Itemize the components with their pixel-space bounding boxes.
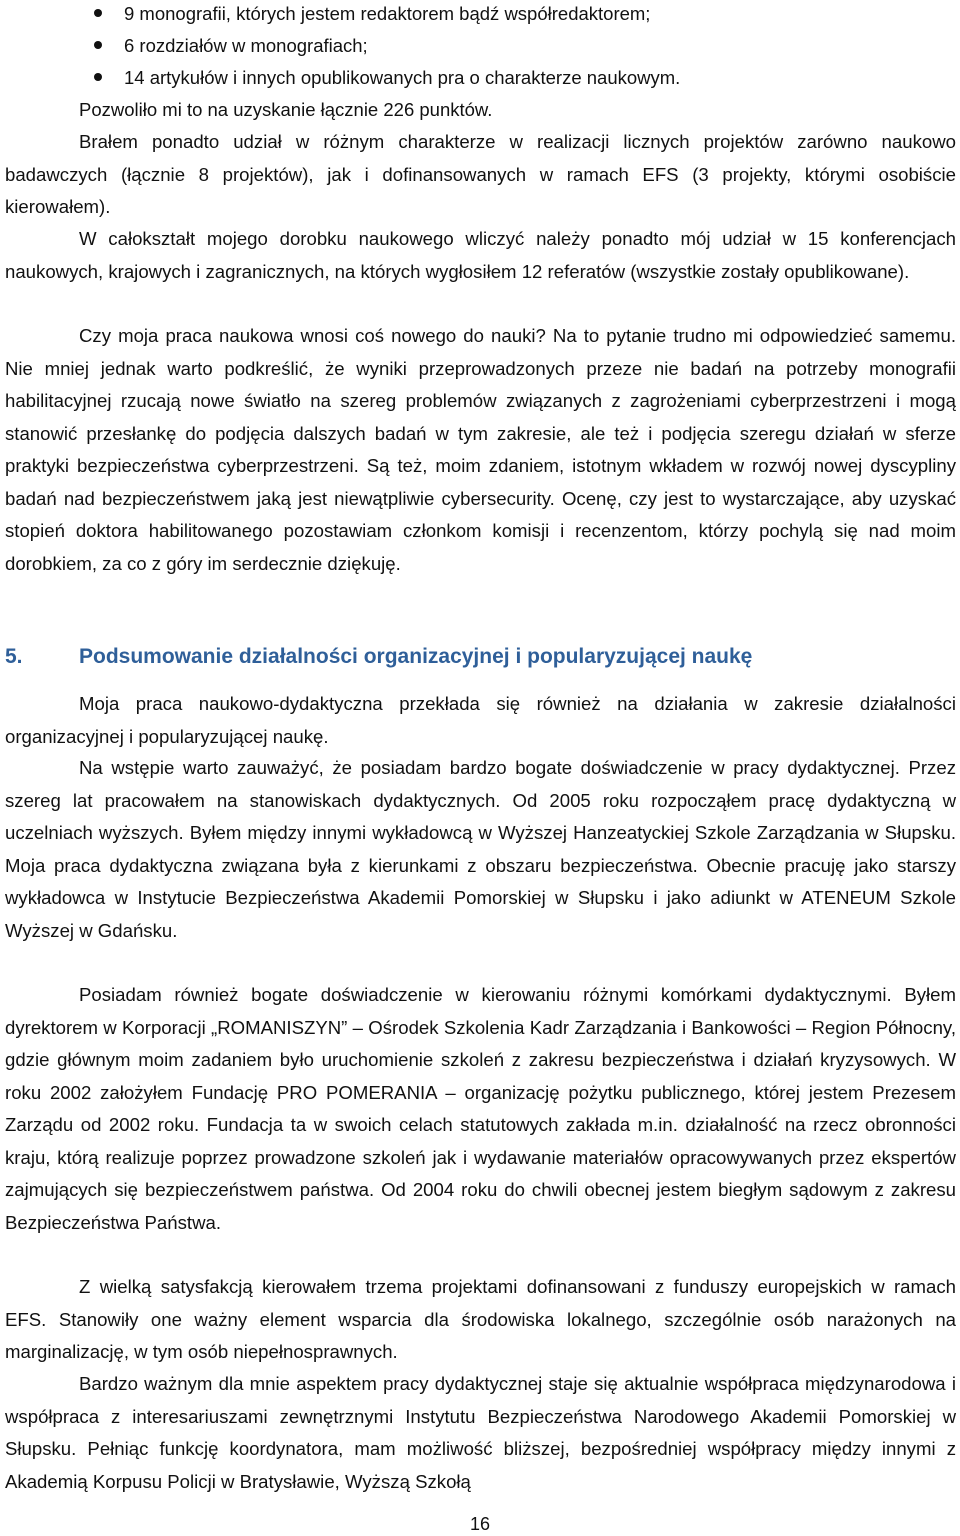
- section-heading: [5, 640, 956, 674]
- paragraph-contribution: Czy moja praca naukowa wnosi coś nowego do nauki? Na to pytanie trudno mi odpowiedzieć samemu. Nie mniej jednak warto podkreślić, że wyniki przeprowadzonych przeze nie badań na potrzeby monografii habilitacyjnej rzucają nowe światło na szereg problemów związanych z zagrożeniami cyberprzestrzeni i mogą stanowić przesłankę do podjęcia dalszych badań w tym zakresie, ale też i podjęcia szeregu działań w sferze praktyki bezpieczeństwa cyberprzestrzeni. Są też, moim zdaniem, istotnym wkładem w rozwój nowej dyscypliny badań nad bezpieczeństwem jaką jest niewątpliwie cybersecurity. Ocenę, czy jest to wystarczające, aby uzyskać stopień doktora habilitowanego pozostawiam członkom komisji i recenzentom, którzy pochylą się nad moim dorobkiem, za co z góry im serdecznie dziękuję.: [5, 325, 956, 574]
- list-item-text: 9 monografii, których jestem redaktorem bądź współredaktorem;: [124, 3, 651, 24]
- section-title: Podsumowanie działalności organizacyjnej i popularyzującej naukę: [79, 645, 753, 668]
- bullet-icon: [94, 9, 102, 17]
- bullet-icon: [94, 41, 102, 49]
- paragraph-projects: Brałem ponadto udział w różnym charakterze w realizacji licznych projektów zarówno naukowo badawczych (łącznie 8 projektów), jak i dofinansowanych w ramach EFS (3 projekty, którymi osobiście kierowałem).: [5, 131, 956, 217]
- bullet-icon: [94, 73, 102, 81]
- list-item-text: 14 artykułów i innych opublikowanych pra o charakterze naukowym.: [124, 67, 681, 88]
- section-number: 5.: [5, 645, 23, 668]
- paragraph-management: Posiadam również bogate doświadczenie w kierowaniu różnymi komórkami dydaktycznymi. Byłem dyrektorem w Korporacji „ROMANISZYN” – Ośrodek Szkolenia Kadr Zarządzania i Bankowości – Region Północny, gdzie głównym moim zadaniem było uruchomienie szkoleń z zakresu bezpieczeństwa i działań kryzysowych. W roku 2002 założyłem Fundację PRO POMERANIA – organizację pożytku publicznego, której jestem Prezesem Zarządu od 2002 roku. Fundacja ta w swoich celach statutowych zakłada m.in. działalność na rzecz obronności kraju, którą realizuje poprzez prowadzone szkoleń jak i wydawanie materiałów opracowywanych przez ekspertów zajmujących się bezpieczeństwem państwa. Od 2004 roku do chwili obecnej jestem biegłym sądowym z zakresu Bezpieczeństwa Państwa.: [5, 984, 956, 1233]
- paragraph-teaching: Na wstępie warto zauważyć, że posiadam bardzo bogate doświadczenie w pracy dydaktycznej. Przez szereg lat pracowałem na stanowiskach dydaktycznych. Od 2005 roku rozpocząłem pracę dydaktyczną w uczelniach wyższych. Byłem między innymi wykładowcą w Wyższej Hanzeatyckiej Szkole Zarządzania w Słupsku. Moja praca dydaktyczna związana była z kierunkami z obszaru bezpieczeństwa. Obecnie pracuję jako starszy wykładowca w Instytucie Bezpieczeństwa Akademii Pomorskiej w Słupsku i jako adiunkt w ATENEUM Szkole Wyższej w Gdańsku.: [5, 757, 956, 941]
- list-item: [0, 32, 960, 64]
- paragraph-intro: Moja praca naukowo-dydaktyczna przekłada się również na działania w zakresie działalności organizacyjnej i popularyzującej naukę.: [5, 693, 956, 747]
- paragraph-efs: Z wielką satysfakcją kierowałem trzema projektami dofinansowani z funduszy europejskich w ramach EFS. Stanowiły one ważny element wsparcia dla środowiska lokalnego, szczególnie osób narażonych na marginalizację, w tym osób niepełnosprawnych.: [5, 1276, 956, 1362]
- paragraph-cooperation: Bardzo ważnym dla mnie aspektem pracy dydaktycznej staje się aktualnie współpraca międzynarodowa i współpraca z interesariuszami zewnętrznymi Instytutu Bezpieczeństwa Narodowego Akademii Pomorskiej w Słupsku. Pełniąc funkcję koordynatora, mam możliwość bliższej, bezpośredniej współpracy między innymi z Akademią Korpusu Policji w Bratysławie, Wyższą Szkołą: [5, 1373, 956, 1492]
- list-item: [0, 0, 960, 32]
- list-item: [0, 64, 960, 96]
- list-item-text: 6 rozdziałów w monografiach;: [124, 35, 368, 56]
- publication-list: [0, 0, 960, 96]
- points-summary: Pozwoliło mi to na uzyskanie łącznie 226 punktów.: [79, 99, 493, 120]
- page-number: 16: [469, 1514, 491, 1534]
- paragraph-conferences: W całokształt mojego dorobku naukowego wliczyć należy ponadto mój udział w 15 konferencjach naukowych, krajowych i zagranicznych, na których wygłosiłem 12 referatów (wszystkie zostały opublikowane).: [5, 228, 956, 282]
